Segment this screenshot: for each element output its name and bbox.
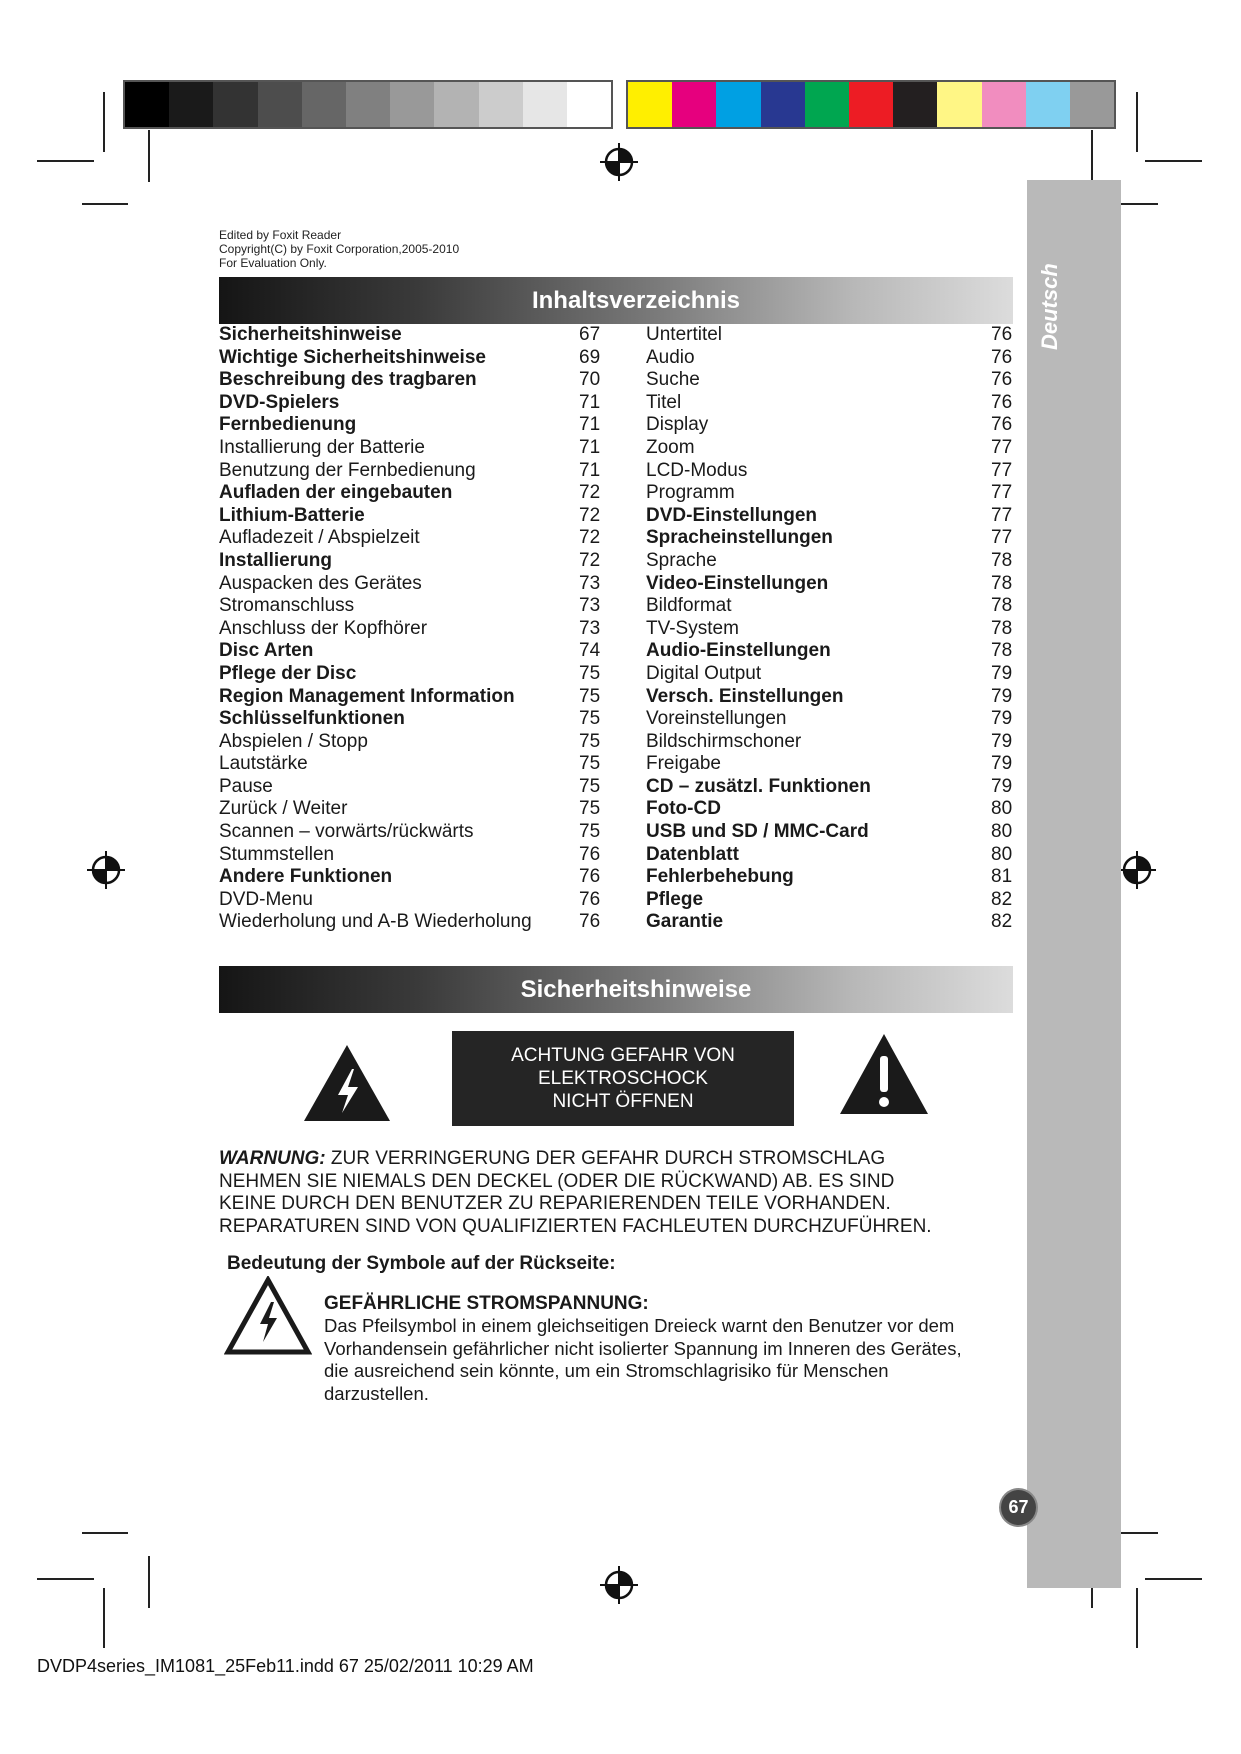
notice-line: Copyright(C) by Foxit Corporation,2005-2010 bbox=[219, 242, 460, 256]
toc-entry-title: Scannen – vorwärts/rückwärts bbox=[219, 821, 474, 843]
crop-mark bbox=[103, 1588, 105, 1648]
toc-entry-title: Stromanschluss bbox=[219, 595, 355, 617]
color-swatch bbox=[893, 82, 937, 127]
toc-entry bbox=[219, 392, 609, 415]
toc-entry bbox=[646, 414, 1016, 437]
toc-entry-title: LCD-Modus bbox=[646, 459, 748, 481]
toc-entry-page: 78 bbox=[991, 572, 1013, 594]
toc-entry-title: Sicherheitshinweise bbox=[219, 324, 402, 345]
warning-paragraph bbox=[219, 1148, 1009, 1238]
toc-entry-title: Audio bbox=[646, 346, 695, 368]
color-swatch bbox=[213, 82, 257, 127]
color-swatch bbox=[716, 82, 760, 127]
toc-entry-title: Foto-CD bbox=[646, 798, 721, 820]
toc-entry bbox=[219, 821, 609, 844]
crop-mark bbox=[37, 1578, 94, 1580]
toc-entry-page: 79 bbox=[991, 662, 1013, 684]
toc-entry bbox=[646, 663, 1016, 686]
warning-line: KEINE DURCH DEN BENUTZER ZU REPARIERENDEN TEILE VORHANDEN. bbox=[219, 1193, 891, 1214]
toc-entry-title: Lautstärke bbox=[219, 753, 308, 775]
toc-entry bbox=[646, 527, 1016, 550]
toc-entry-title: Auspacken des Gerätes bbox=[219, 572, 422, 594]
toc-entry bbox=[219, 527, 609, 550]
toc-entry-title: Voreinstellungen bbox=[646, 708, 787, 730]
toc-entry bbox=[646, 618, 1016, 641]
crop-mark bbox=[1145, 1578, 1202, 1580]
toc-entry bbox=[219, 573, 609, 596]
color-swatch bbox=[849, 82, 893, 127]
toc-entry bbox=[219, 618, 609, 641]
crop-mark bbox=[103, 92, 105, 152]
toc-entry bbox=[646, 482, 1016, 505]
toc-entry-title: Installierung der Batterie bbox=[219, 436, 425, 458]
toc-entry-title: Sprache bbox=[646, 549, 717, 571]
symbol-line: Vorhandensein gefährlicher nicht isolierter Spannung im Inneren des Gerätes, bbox=[324, 1337, 962, 1359]
toc-entry-title: Fehlerbehebung bbox=[646, 866, 794, 888]
toc-entry-title: Benutzung der Fernbedienung bbox=[219, 459, 476, 481]
toc-entry-page: 78 bbox=[991, 549, 1013, 571]
toc-entry bbox=[646, 731, 1016, 754]
toc-entry bbox=[219, 482, 609, 505]
crop-mark bbox=[82, 203, 128, 205]
grayscale-bar bbox=[123, 80, 613, 129]
warning-box-line: ELEKTROSCHOCK bbox=[538, 1068, 708, 1089]
toc-entry bbox=[646, 708, 1016, 731]
crop-mark bbox=[148, 1556, 150, 1608]
color-swatch bbox=[628, 82, 672, 127]
registration-target-icon bbox=[1117, 850, 1157, 890]
toc-entry-page: 76 bbox=[991, 324, 1013, 345]
toc-entry-title: Wiederholung und A-B Wiederholung bbox=[219, 911, 532, 933]
toc-entry-page: 79 bbox=[991, 708, 1013, 730]
toc-entry-page: 76 bbox=[579, 888, 601, 910]
toc-entry-title: Abspielen / Stopp bbox=[219, 730, 368, 752]
toc-entry-page: 76 bbox=[991, 414, 1013, 436]
crop-mark bbox=[82, 1532, 128, 1534]
toc-entry-title: Video-Einstellungen bbox=[646, 572, 829, 594]
crop-mark bbox=[1136, 92, 1138, 152]
symbol-description bbox=[324, 1315, 1034, 1405]
toc-entry-title: Beschreibung des tragbaren bbox=[219, 369, 477, 391]
color-swatch bbox=[1026, 82, 1070, 127]
toc-entry bbox=[219, 595, 609, 618]
toc-entry-title: Stummstellen bbox=[219, 843, 335, 865]
toc-entry-page: 76 bbox=[579, 911, 601, 933]
toc-entry-page: 75 bbox=[579, 685, 601, 707]
color-swatch bbox=[169, 82, 213, 127]
toc-entry-page: 70 bbox=[579, 369, 601, 391]
toc-entry bbox=[646, 686, 1016, 709]
registration-target-icon bbox=[599, 1565, 639, 1605]
toc-entry-title: Zurück / Weiter bbox=[219, 798, 348, 820]
toc-entry-title: Datenblatt bbox=[646, 843, 739, 865]
toc-entry-title: Aufladen der eingebauten bbox=[219, 482, 453, 504]
warning-box-line: NICHT ÖFFNEN bbox=[552, 1091, 694, 1112]
toc-entry bbox=[219, 686, 609, 709]
registration-target-icon bbox=[599, 142, 639, 182]
toc-entry-page: 72 bbox=[579, 482, 601, 504]
toc-entry bbox=[646, 347, 1016, 370]
warning-box-line: ACHTUNG GEFAHR VON bbox=[511, 1045, 735, 1066]
toc-entry bbox=[219, 414, 609, 437]
warning-line: REPARATUREN SIND VON QUALIFIZIERTEN FACHLEUTEN DURCHZUFÜHREN. bbox=[219, 1215, 932, 1237]
toc-entry-title: Programm bbox=[646, 482, 735, 504]
toc-entry-page: 79 bbox=[991, 730, 1013, 752]
toc-entry bbox=[646, 573, 1016, 596]
toc-entry-title: Schlüsselfunktionen bbox=[219, 708, 405, 730]
color-swatch bbox=[479, 82, 523, 127]
registration-target-icon bbox=[86, 850, 126, 890]
toc-entry bbox=[219, 347, 609, 370]
toc-entry-page: 75 bbox=[579, 730, 601, 752]
symbol-title: GEFÄHRLICHE STROMSPANNUNG: bbox=[324, 1293, 649, 1314]
page-number: 67 bbox=[1001, 1490, 1036, 1525]
toc-entry-page: 77 bbox=[991, 482, 1013, 504]
toc-entry-page: 74 bbox=[579, 640, 601, 662]
toc-entry-page: 80 bbox=[991, 821, 1013, 843]
evaluation-notice bbox=[219, 228, 459, 270]
toc-entry bbox=[646, 460, 1016, 483]
toc-entry-page: 71 bbox=[579, 436, 601, 458]
toc-entry-title: Freigabe bbox=[646, 753, 721, 775]
toc-entry-page: 73 bbox=[579, 595, 601, 617]
color-swatch bbox=[567, 82, 611, 127]
toc-entry-title: Suche bbox=[646, 369, 700, 391]
toc-entry-title: USB und SD / MMC-Card bbox=[646, 821, 869, 843]
toc-entry-title: Bildformat bbox=[646, 595, 732, 617]
toc-entry-page: 71 bbox=[579, 391, 601, 413]
notice-line: Edited by Foxit Reader bbox=[219, 228, 342, 242]
crop-mark bbox=[148, 130, 150, 182]
toc-entry-page: 76 bbox=[991, 346, 1013, 368]
toc-entry-title: Untertitel bbox=[646, 324, 723, 345]
toc-entry-page: 75 bbox=[579, 753, 601, 775]
toc-entry-page: 72 bbox=[579, 504, 601, 526]
print-slug: DVDP4series_IM1081_25Feb11.indd 67 25/02/2011 10:29 AM bbox=[37, 1656, 534, 1676]
toc-header: Inhaltsverzeichnis bbox=[219, 277, 1013, 324]
toc-entry bbox=[219, 640, 609, 663]
toc-entry-title: DVD-Menu bbox=[219, 888, 313, 910]
notice-line: For Evaluation Only. bbox=[219, 256, 327, 270]
toc-entry-page: 73 bbox=[579, 572, 601, 594]
toc-entry bbox=[646, 776, 1016, 799]
color-swatch bbox=[346, 82, 390, 127]
toc-entry bbox=[219, 369, 609, 392]
color-swatch bbox=[258, 82, 302, 127]
toc-entry bbox=[219, 460, 609, 483]
toc-entry bbox=[646, 821, 1016, 844]
toc-entry-page: 76 bbox=[991, 391, 1013, 413]
toc-entry bbox=[646, 392, 1016, 415]
toc-entry bbox=[219, 911, 609, 934]
toc-entry bbox=[219, 776, 609, 799]
toc-entry bbox=[646, 753, 1016, 776]
color-swatch bbox=[125, 82, 169, 127]
color-swatch bbox=[390, 82, 434, 127]
color-swatch bbox=[805, 82, 849, 127]
toc-entry bbox=[646, 437, 1016, 460]
toc-entry-title: Pause bbox=[219, 775, 273, 797]
shock-warning-box bbox=[452, 1031, 794, 1126]
color-swatch bbox=[937, 82, 981, 127]
toc-entry-title: TV-System bbox=[646, 617, 739, 639]
toc-entry-title: Disc Arten bbox=[219, 640, 314, 662]
toc-entry-title: Display bbox=[646, 414, 709, 436]
toc-entry-title: Pflege bbox=[646, 888, 704, 910]
color-swatch bbox=[982, 82, 1026, 127]
language-tab-label: Deutsch bbox=[1037, 263, 1062, 351]
toc-entry bbox=[219, 753, 609, 776]
toc-entry-title: Titel bbox=[646, 391, 682, 413]
toc-entry-title: Aufladezeit / Abspielzeit bbox=[219, 527, 420, 549]
lightning-warning-icon bbox=[302, 1043, 392, 1123]
toc-entry-title: Installierung bbox=[219, 549, 332, 571]
toc-entry-page: 72 bbox=[579, 527, 601, 549]
toc-entry bbox=[646, 505, 1016, 528]
symbol-line: Das Pfeilsymbol in einem gleichseitigen Dreieck warnt den Benutzer vor dem bbox=[324, 1315, 955, 1336]
toc-entry-page: 73 bbox=[579, 617, 601, 639]
toc-entry-title: Lithium-Batterie bbox=[219, 504, 365, 526]
toc-entry-page: 75 bbox=[579, 798, 601, 820]
toc-right-column bbox=[646, 324, 1016, 934]
toc-entry-page: 72 bbox=[579, 549, 601, 571]
toc-entry-page: 75 bbox=[579, 821, 601, 843]
color-swatch bbox=[1070, 82, 1114, 127]
toc-entry-page: 75 bbox=[579, 662, 601, 684]
toc-entry bbox=[646, 369, 1016, 392]
toc-entry bbox=[646, 595, 1016, 618]
color-swatch bbox=[523, 82, 567, 127]
toc-entry-page: 81 bbox=[991, 866, 1013, 888]
toc-entry-page: 78 bbox=[991, 640, 1013, 662]
toc-entry bbox=[646, 866, 1016, 889]
toc-entry bbox=[646, 844, 1016, 867]
toc-entry-title: Anschluss der Kopfhörer bbox=[219, 617, 428, 639]
toc-entry-page: 67 bbox=[579, 324, 601, 345]
color-bar bbox=[626, 80, 1116, 129]
toc-entry-page: 76 bbox=[579, 866, 601, 888]
toc-entry-page: 79 bbox=[991, 753, 1013, 775]
toc-entry bbox=[219, 708, 609, 731]
toc-entry bbox=[646, 550, 1016, 573]
toc-entry-title: Wichtige Sicherheitshinweise bbox=[219, 346, 486, 368]
toc-entry-page: 77 bbox=[991, 504, 1013, 526]
toc-entry-page: 77 bbox=[991, 436, 1013, 458]
toc-entry bbox=[646, 640, 1016, 663]
symbols-heading: Bedeutung der Symbole auf der Rückseite: bbox=[227, 1253, 616, 1274]
color-swatch bbox=[761, 82, 805, 127]
toc-entry-title: DVD-Einstellungen bbox=[646, 504, 818, 526]
toc-entry-page: 75 bbox=[579, 775, 601, 797]
color-swatch bbox=[302, 82, 346, 127]
toc-entry-title: Pflege der Disc bbox=[219, 662, 357, 684]
toc-entry-page: 78 bbox=[991, 617, 1013, 639]
toc-entry-page: 80 bbox=[991, 798, 1013, 820]
toc-entry bbox=[219, 844, 609, 867]
toc-entry-page: 82 bbox=[991, 888, 1013, 910]
exclamation-warning-icon bbox=[838, 1032, 930, 1116]
toc-entry-title: Digital Output bbox=[646, 662, 762, 684]
toc-entry-page: 78 bbox=[991, 595, 1013, 617]
toc-entry bbox=[219, 324, 609, 347]
toc-entry bbox=[219, 550, 609, 573]
toc-entry-title: Fernbedienung bbox=[219, 414, 357, 436]
toc-entry-title: Bildschirmschoner bbox=[646, 730, 802, 752]
toc-entry-page: 71 bbox=[579, 459, 601, 481]
toc-left-column bbox=[219, 324, 609, 934]
toc-entry bbox=[646, 798, 1016, 821]
toc-entry bbox=[219, 866, 609, 889]
toc-entry-title: Garantie bbox=[646, 911, 724, 933]
symbol-line: darzustellen. bbox=[324, 1382, 429, 1404]
toc-entry-page: 82 bbox=[991, 911, 1013, 933]
toc-entry bbox=[219, 798, 609, 821]
toc-entry-page: 77 bbox=[991, 459, 1013, 481]
toc-entry-title: Andere Funktionen bbox=[219, 866, 393, 888]
color-swatch bbox=[434, 82, 478, 127]
toc-entry-title: Region Management Information bbox=[219, 685, 515, 707]
toc-entry bbox=[219, 505, 609, 528]
dangerous-voltage-icon bbox=[224, 1276, 312, 1356]
color-swatch bbox=[672, 82, 716, 127]
crop-mark bbox=[1091, 130, 1093, 182]
toc-entry bbox=[219, 663, 609, 686]
toc-entry-page: 76 bbox=[579, 843, 601, 865]
toc-entry bbox=[219, 889, 609, 912]
toc-entry-title: Spracheinstellungen bbox=[646, 527, 833, 549]
toc-entry bbox=[646, 889, 1016, 912]
toc-entry-title: Audio-Einstellungen bbox=[646, 640, 831, 662]
toc-entry-title: DVD-Spielers bbox=[219, 391, 340, 413]
toc-entry-title: Zoom bbox=[646, 436, 695, 458]
warning-line: NEHMEN SIE NIEMALS DEN DECKEL (ODER DIE RÜCKWAND) AB. ES SIND bbox=[219, 1170, 895, 1192]
safety-header: Sicherheitshinweise bbox=[219, 966, 1013, 1013]
toc-entry bbox=[646, 324, 1016, 347]
toc-entry-title: Versch. Einstellungen bbox=[646, 685, 844, 707]
language-sidebar bbox=[1027, 180, 1121, 1588]
toc-entry-page: 79 bbox=[991, 685, 1013, 707]
toc-entry-page: 77 bbox=[991, 527, 1013, 549]
crop-mark bbox=[1145, 160, 1202, 162]
crop-mark bbox=[1136, 1588, 1138, 1648]
toc-entry-page: 79 bbox=[991, 775, 1013, 797]
toc-entry-title: CD – zusätzl. Funktionen bbox=[646, 775, 871, 797]
toc-entry-page: 76 bbox=[991, 369, 1013, 391]
warning-line: ZUR VERRINGERUNG DER GEFAHR DURCH STROMSCHLAG bbox=[330, 1148, 886, 1169]
toc-entry bbox=[219, 437, 609, 460]
toc-entry-page: 75 bbox=[579, 708, 601, 730]
symbol-line: die ausreichend sein könnte, um ein Stromschlagrisiko für Menschen bbox=[324, 1360, 889, 1381]
toc-entry-page: 80 bbox=[991, 843, 1013, 865]
toc-entry-page: 69 bbox=[579, 346, 601, 368]
warning-label: WARNUNG: bbox=[219, 1148, 326, 1169]
toc-entry bbox=[219, 731, 609, 754]
crop-mark bbox=[37, 160, 94, 162]
toc-entry-page: 71 bbox=[579, 414, 601, 436]
toc-entry bbox=[646, 911, 1016, 934]
